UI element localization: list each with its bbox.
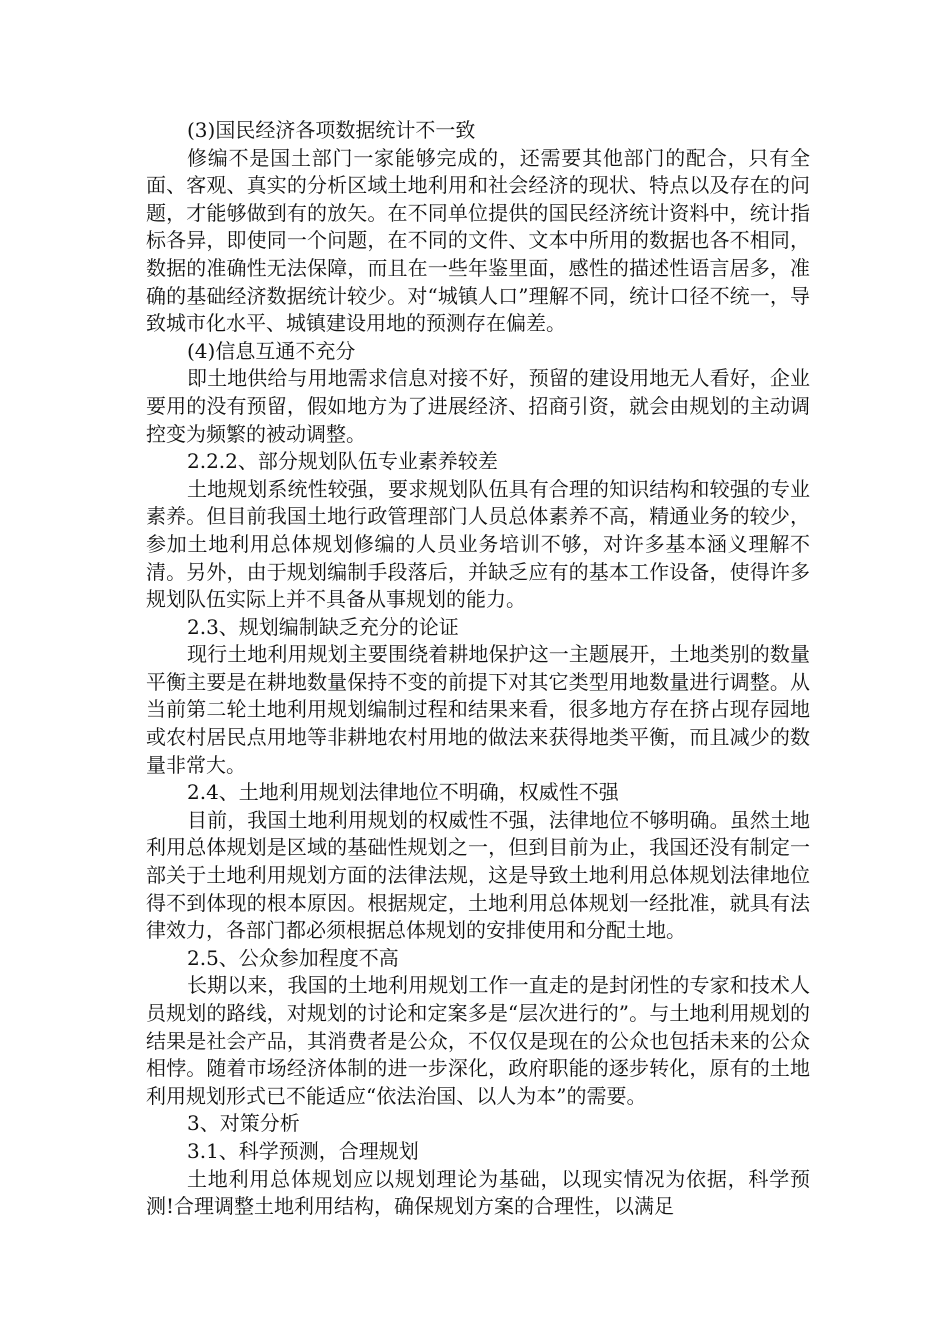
section-heading: 2.3、规划编制缺乏充分的论证 bbox=[187, 614, 459, 639]
section-heading: 3、对策分析 bbox=[187, 1111, 300, 1136]
body-paragraph: 土地利用总体规划应以规划理论为基础，以现实情况为依据，科学预测!合理调整土地利用结构，确保规划方案的合理性，以满足 bbox=[146, 1166, 810, 1219]
body-paragraph: 长期以来，我国的土地利用规划工作一直走的是封闭性的专家和技术人员规划的路线，对规划的讨论和定案多是“层次进行的”。与土地利用规划的结果是社会产品，其消费者是公众，不仅仅是现在的公众也包括未来的公众相悖。随着市场经济体制的进一步深化，政府职能的逐步转化，原有的土地利用规划形式已不能适应“依法治国、以人为本”的需要。 bbox=[146, 973, 810, 1108]
body-paragraph: 修编不是国土部门一家能够完成的，还需要其他部门的配合，只有全面、客观、真实的分析区域土地利用和社会经济的现状、特点以及存在的问题，才能够做到有的放矢。在不同单位提供的国民经济统计资料中，统计指标各异，即使同一个问题，在不同的文件、文本中所用的数据也各不相同，数据的准确性无法保障，而且在一些年鉴里面，感性的描述性语言居多，准确的基础经济数据统计较少。对“城镇人口”理解不同，统计口径不统一，导致城市化水平、城镇建设用地的预测存在偏差。 bbox=[146, 145, 810, 336]
section-heading: 3.1、科学预测，合理规划 bbox=[187, 1138, 419, 1163]
section-heading: (3)国民经济各项数据统计不一致 bbox=[187, 118, 476, 142]
body-paragraph: 即土地供给与用地需求信息对接不好，预留的建设用地无人看好，企业要用的没有预留，假如地方为了进展经济、招商引资，就会由规划的主动调控变为频繁的被动调整。 bbox=[146, 366, 810, 446]
body-paragraph: 土地规划系统性较强，要求规划队伍具有合理的知识结构和较强的专业素养。但目前我国土地行政管理部门人员总体素养不高，精通业务的较少，参加土地利用总体规划修编的人员业务培训不够，对许多基本涵义理解不清。另外，由于规划编制手段落后，并缺乏应有的基本工作设备，使得许多规划队伍实际上并不具备从事规划的能力。 bbox=[146, 476, 810, 612]
section-heading: 2.5、公众参加程度不高 bbox=[187, 945, 399, 970]
document-page bbox=[146, 117, 810, 1221]
body-paragraph: 现行土地利用规划主要围绕着耕地保护这一主题展开，土地类别的数量平衡主要是在耕地数量保持不变的前提下对其它类型用地数量进行调整。从当前第二轮土地利用规划编制过程和结果来看，很多地方存在挤占现存园地或农村居民点用地等非耕地农村用地的做法来获得地类平衡，而且减少的数量非常大。 bbox=[146, 642, 810, 777]
section-heading: 2.2.2、部分规划队伍专业素养较差 bbox=[187, 449, 498, 474]
section-heading: 2.4、土地利用规划法律地位不明确，权威性不强 bbox=[187, 780, 619, 805]
body-paragraph: 目前，我国土地利用规划的权威性不强，法律地位不够明确。虽然土地利用总体规划是区域的基础性规划之一，但到目前为止，我国还没有制定一部关于土地利用规划方面的法律法规，这是导致土地利用总体规划法律地位得不到体现的根本原因。根据规定，土地利用总体规划一经批准，就具有法律效力，各部门都必须根据总体规划的安排使用和分配土地。 bbox=[146, 807, 810, 943]
section-heading: (4)信息互通不充分 bbox=[187, 338, 356, 363]
